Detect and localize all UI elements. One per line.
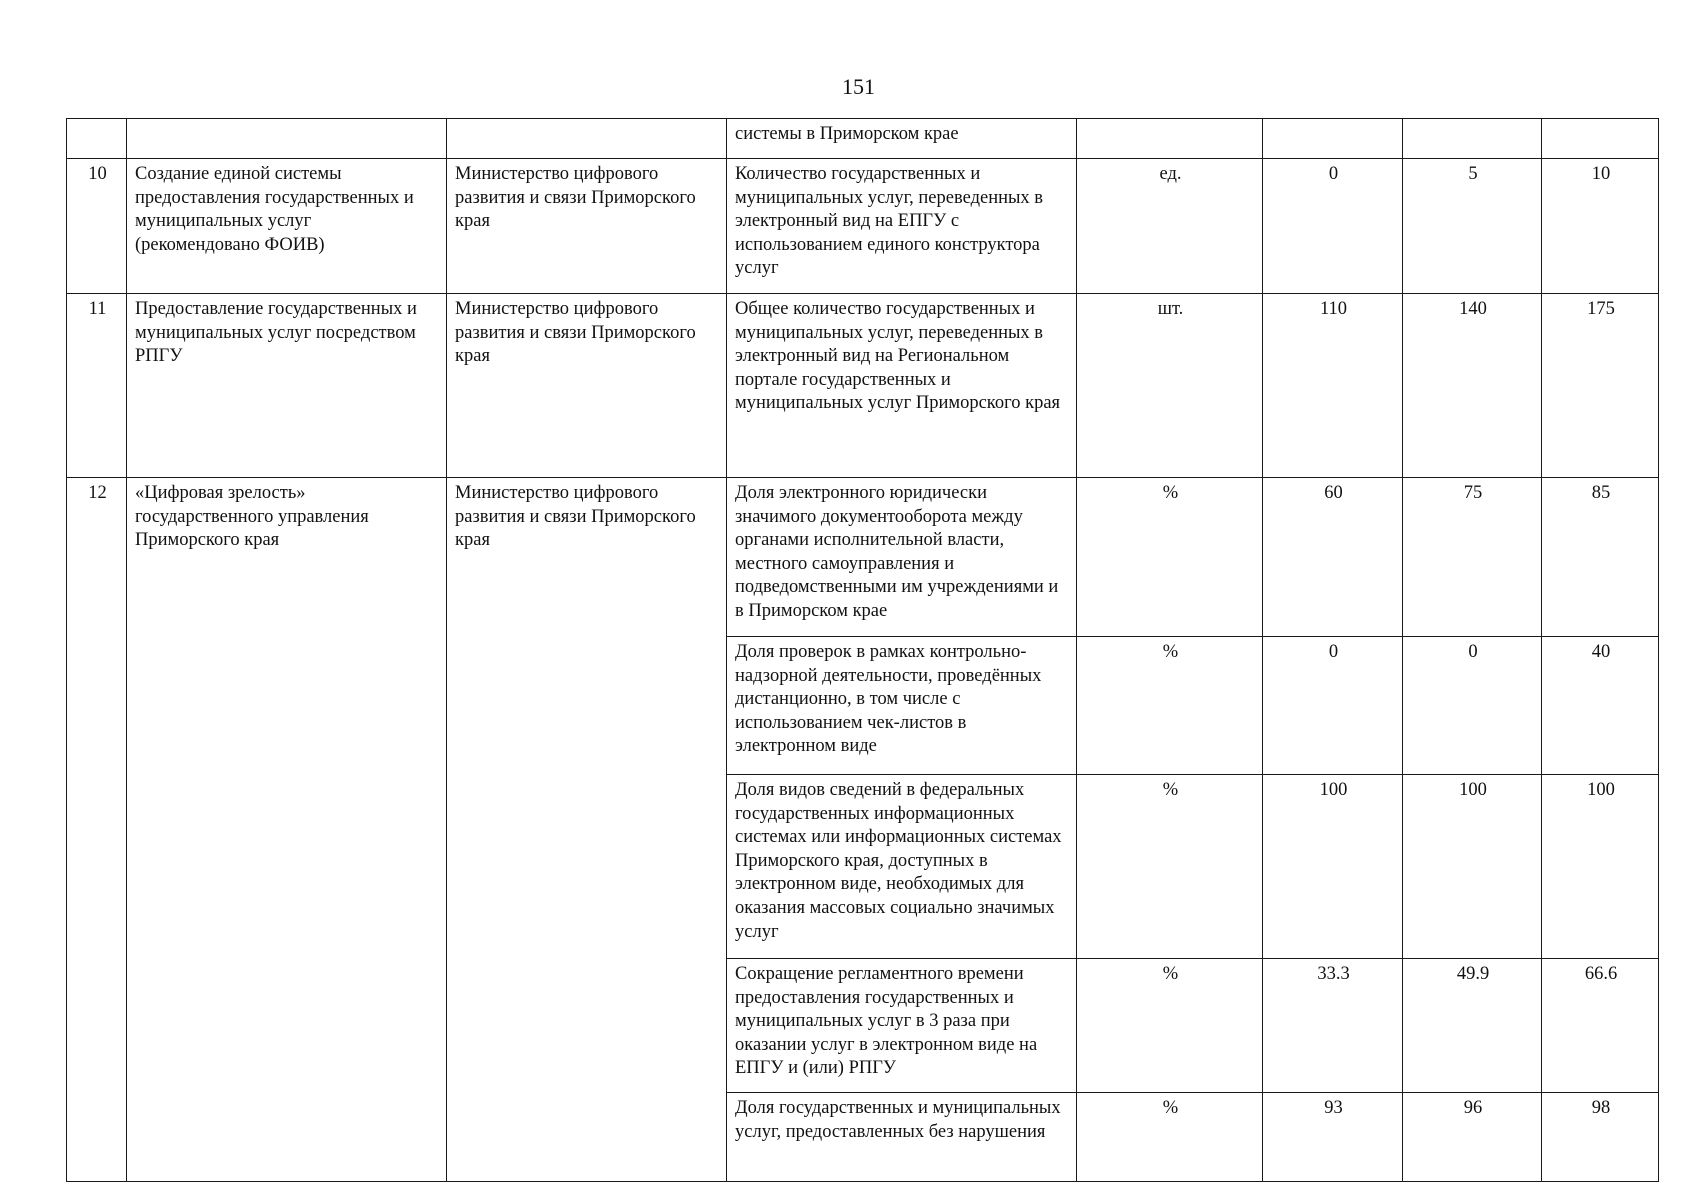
cell-indicator: системы в Приморском крае bbox=[727, 119, 1077, 159]
cell-unit: шт. bbox=[1077, 294, 1263, 478]
cell-unit bbox=[1077, 119, 1263, 159]
cell-num bbox=[67, 119, 127, 159]
cell-num: 12 bbox=[67, 478, 127, 1182]
cell-num: 10 bbox=[67, 159, 127, 294]
table-row-continued bbox=[67, 119, 1659, 159]
cell-value-1: 93 bbox=[1263, 1093, 1403, 1182]
cell-value-1: 0 bbox=[1263, 159, 1403, 294]
cell-indicator: Доля проверок в рамках контрольно-надзорной деятельности, проведённых дистанционно, в том числе с использованием чек-листов в электронном виде bbox=[727, 637, 1077, 775]
cell-value-3 bbox=[1542, 119, 1659, 159]
cell-num: 11 bbox=[67, 294, 127, 478]
cell-indicator: Количество государственных и муниципальных услуг, переведенных в электронный вид на ЕПГУ с использованием единого конструктора услуг bbox=[727, 159, 1077, 294]
cell-name bbox=[127, 119, 447, 159]
cell-indicator: Сокращение регламентного времени предоставления государственных и муниципальных услуг в 3 раза при оказании услуг в электронном виде на ЕПГУ и (или) РПГУ bbox=[727, 959, 1077, 1093]
cell-name: Предоставление государственных и муниципальных услуг посредством РПГУ bbox=[127, 294, 447, 478]
cell-value-1: 33.3 bbox=[1263, 959, 1403, 1093]
cell-name: «Цифровая зрелость» государственного управления Приморского края bbox=[127, 478, 447, 1182]
table-row bbox=[67, 294, 1659, 478]
cell-responsible: Министерство цифрового развития и связи Приморского края bbox=[447, 478, 727, 1182]
cell-unit: % bbox=[1077, 637, 1263, 775]
table-row bbox=[67, 159, 1659, 294]
cell-indicator: Доля электронного юридически значимого документооборота между органами исполнительной власти, местного самоуправления и подведомственными им учреждениями и в Приморском крае bbox=[727, 478, 1077, 637]
cell-value-3: 100 bbox=[1542, 775, 1659, 959]
cell-value-2: 140 bbox=[1403, 294, 1542, 478]
cell-responsible: Министерство цифрового развития и связи Приморского края bbox=[447, 159, 727, 294]
cell-value-2 bbox=[1403, 119, 1542, 159]
cell-value-3: 98 bbox=[1542, 1093, 1659, 1182]
table-row bbox=[67, 478, 1659, 637]
cell-indicator: Доля видов сведений в федеральных государственных информационных системах или информационных системах Приморского края, доступных в электронном виде, необходимых для оказания массовых социально значимых услуг bbox=[727, 775, 1077, 959]
cell-responsible bbox=[447, 119, 727, 159]
cell-unit: % bbox=[1077, 478, 1263, 637]
page-number: 151 bbox=[842, 74, 875, 99]
cell-value-2: 100 bbox=[1403, 775, 1542, 959]
cell-value-3: 175 bbox=[1542, 294, 1659, 478]
cell-responsible: Министерство цифрового развития и связи Приморского края bbox=[447, 294, 727, 478]
cell-indicator: Общее количество государственных и муниципальных услуг, переведенных в электронный вид на Региональном портале государственных и муниципальных услуг Приморского края bbox=[727, 294, 1077, 478]
cell-unit: % bbox=[1077, 775, 1263, 959]
cell-value-3: 66.6 bbox=[1542, 959, 1659, 1093]
cell-unit: % bbox=[1077, 959, 1263, 1093]
cell-value-2: 5 bbox=[1403, 159, 1542, 294]
cell-value-1 bbox=[1263, 119, 1403, 159]
cell-value-3: 85 bbox=[1542, 478, 1659, 637]
cell-value-2: 96 bbox=[1403, 1093, 1542, 1182]
cell-value-2: 75 bbox=[1403, 478, 1542, 637]
cell-unit: % bbox=[1077, 1093, 1263, 1182]
cell-value-3: 40 bbox=[1542, 637, 1659, 775]
cell-value-1: 60 bbox=[1263, 478, 1403, 637]
cell-value-1: 110 bbox=[1263, 294, 1403, 478]
cell-value-2: 0 bbox=[1403, 637, 1542, 775]
cell-value-1: 0 bbox=[1263, 637, 1403, 775]
cell-indicator: Доля государственных и муниципальных услуг, предоставленных без нарушения bbox=[727, 1093, 1077, 1182]
indicators-table bbox=[66, 118, 1659, 1182]
cell-unit: ед. bbox=[1077, 159, 1263, 294]
cell-value-3: 10 bbox=[1542, 159, 1659, 294]
cell-value-1: 100 bbox=[1263, 775, 1403, 959]
cell-value-2: 49.9 bbox=[1403, 959, 1542, 1093]
cell-name: Создание единой системы предоставления государственных и муниципальных услуг (рекомендовано ФОИВ) bbox=[127, 159, 447, 294]
